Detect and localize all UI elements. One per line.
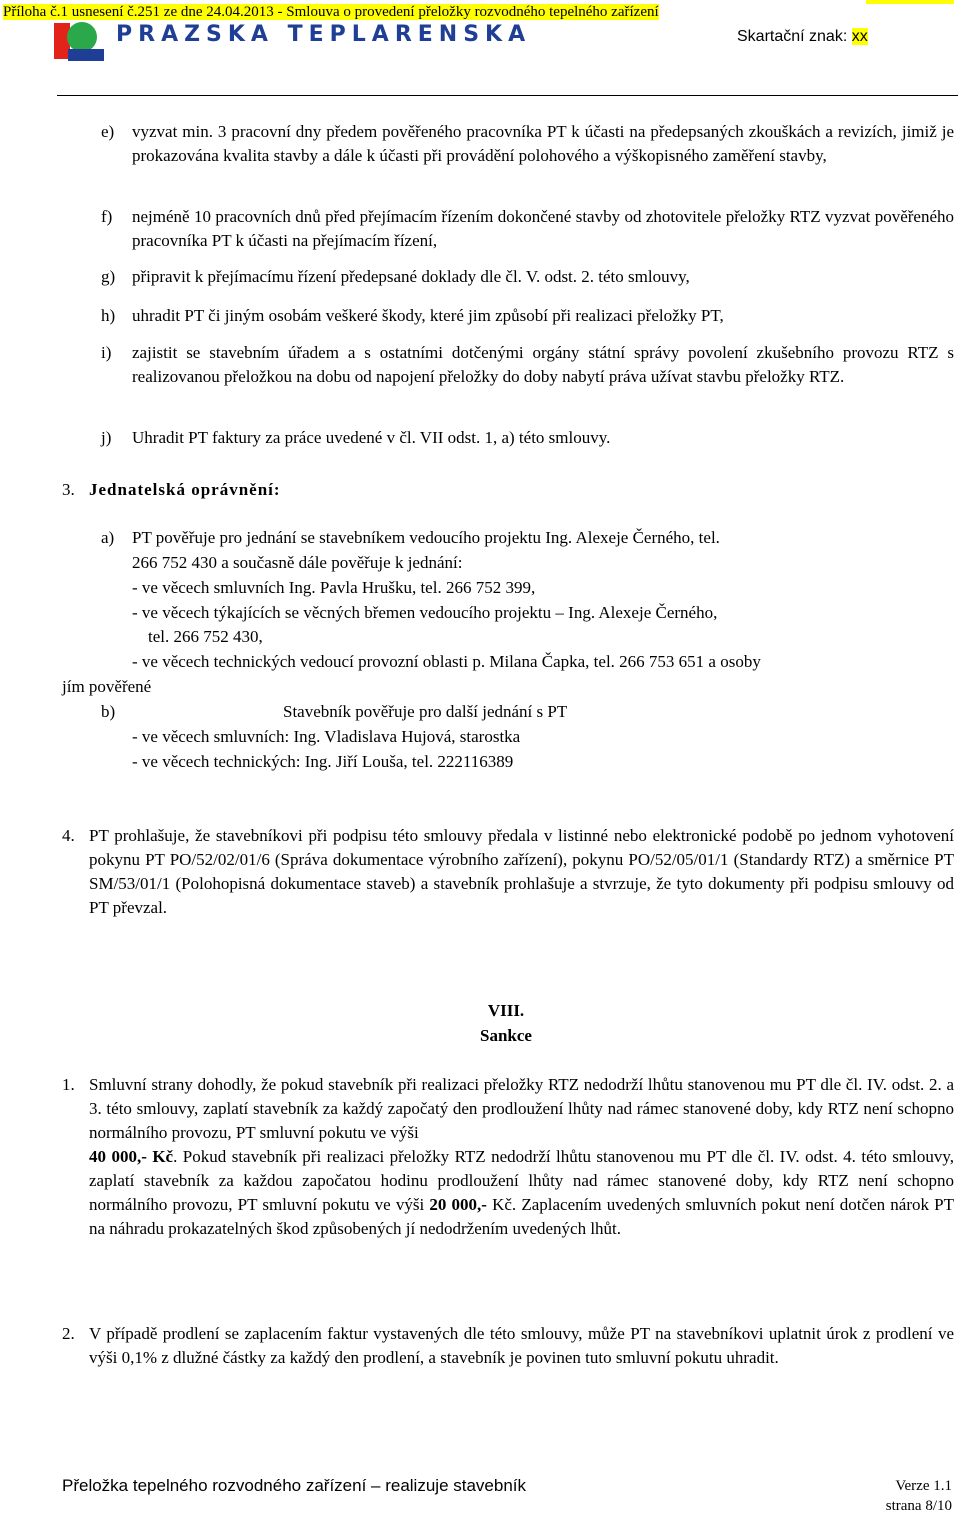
shred-code: Skartační znak: xx bbox=[737, 28, 868, 45]
text-line: - ve věcech technických: Ing. Jiří Louša, tel. 222116389 bbox=[132, 752, 514, 771]
numbered-paragraph: 2. V případě prodlení se zaplacením faktur vystavených dle této smlouvy, může PT na stavebníkovi uplatnit úrok z prodlení ve výši 0,1% z dlužné částky za každý den prodlení, a stavebník je povinen tuto smluvní pokutu uhradit. bbox=[62, 1324, 954, 1367]
list-item: i) zajistit se stavebním úřadem a s ostatními dotčenými orgány státní správy povolení zkušebního provozu RTZ s realizovanou přeložkou na dobu od napojení přeložky do doby nabytí práva užívat stavbu přeložky RTZ. bbox=[101, 343, 954, 386]
company-logo-text: PRAZSKA TEPLARENSKA bbox=[116, 22, 532, 47]
text-line: tel. 266 752 430, bbox=[148, 627, 263, 646]
list-item: f) nejméně 10 pracovních dnů před přejímacím řízením dokončené stavby od zhotovitele přeložky RTZ vyzvat pověřeného pracovníka PT k účasti na přejímacím řízení, bbox=[101, 207, 954, 250]
text-line: - ve věcech smluvních Ing. Pavla Hrušku, tel. 266 752 399, bbox=[132, 578, 536, 597]
text-line: - ve věcech smluvních: Ing. Vladislava Hujová, starostka bbox=[132, 727, 521, 746]
footer-meta bbox=[886, 1476, 952, 1516]
list-item: g) připravit k přejímacímu řízení předepsané doklady dle čl. V. odst. 2. této smlouvy, bbox=[101, 267, 690, 286]
footer-title: Přeložka tepelného rozvodného zařízení – realizuje stavebník bbox=[62, 1476, 527, 1495]
text-line: jím pověřené bbox=[62, 677, 152, 696]
version-label: Verze 1.1 bbox=[895, 1478, 952, 1494]
page-number: strana 8/10 bbox=[885, 1498, 952, 1514]
text-line: 266 752 430 a současně dále pověřuje k jednání: bbox=[132, 553, 463, 572]
list-item: h) uhradit PT či jiným osobám veškeré škody, které jim způsobí při realizaci přeložky PT, bbox=[101, 306, 724, 325]
section-heading: 3. Jednatelská oprávnění: bbox=[62, 480, 281, 499]
numbered-paragraph: 1. Smluvní strany dohodly, že pokud stavebník při realizaci přeložky RTZ nedodrží lhůtu stanovenou mu PT dle čl. IV. odst. 2. a 3. této smlouvy, zaplatí stavebník za každý započatý den prodloužení lhůty nad rámec stanovené doby, kdy RTZ není schopno normálního provozu, PT smluvní pokutu ve výši 40 000,- Kč. Pokud stavebník při realizaci přeložky RTZ nedodrží lhůtu stanovenou mu PT dle čl. IV. odst. 4. této smlouvy, zaplatí stavebník za každou započatou hodinu prodloužení lhůty nad rámec stanovené doby, kdy RTZ není schopno normálního provozu, PT smluvní pokutu ve výši 20 000,- Kč. Zaplacením uvedených smluvních pokut není dotčen nárok PT na náhradu prokazatelných škod způsobených jí nedodržením uvedených lhůt. bbox=[62, 1075, 954, 1238]
list-item: j) Uhradit PT faktury za práce uvedené v čl. VII odst. 1, a) této smlouvy. bbox=[101, 428, 611, 447]
list-item: b) Stavebník pověřuje pro další jednání s PT bbox=[101, 702, 568, 721]
attachment-line: Příloha č.1 usnesení č.251 ze dne 24.04.2013 - Smlouva o provedení přeložky rozvodného tepelného zařízení bbox=[3, 4, 659, 20]
list-item: a) PT pověřuje pro jednání se stavebníkem vedoucího projektu Ing. Alexeje Černého, tel. bbox=[101, 528, 720, 547]
text-line: - ve věcech technických vedoucí provozní oblasti p. Milana Čapka, tel. 266 753 651 a osoby bbox=[132, 652, 761, 671]
list-item: e) vyzvat min. 3 pracovní dny předem pověřeného pracovníka PT k účasti na předepsaných zkouškách a revizích, jimiž je prokazována kvalita stavby a dále k účasti při provádění polohového a výškopisného zaměření stavby, bbox=[101, 122, 954, 165]
text-line: - ve věcech týkajících se věcných břemen vedoucího projektu – Ing. Alexeje Černého, bbox=[132, 603, 718, 622]
article-title: Sankce bbox=[480, 1026, 532, 1045]
numbered-paragraph: 4. PT prohlašuje, že stavebníkovi při podpisu této smlouvy předala v listinné nebo elektronické podobě po jednom vyhotovení pokynu PT PO/52/02/01/6 (Správa dokumentace výrobního zařízení), pokynu PO/52/05/01/1 (Standardy RTZ) a směrnice PT SM/53/01/1 (Polohopisná dokumentace staveb) a stavebník prohlašuje a stvrzuje, že tyto dokumenty při podpisu smlouvy od PT převzal. bbox=[62, 826, 954, 917]
article-number: VIII. bbox=[487, 1001, 525, 1020]
